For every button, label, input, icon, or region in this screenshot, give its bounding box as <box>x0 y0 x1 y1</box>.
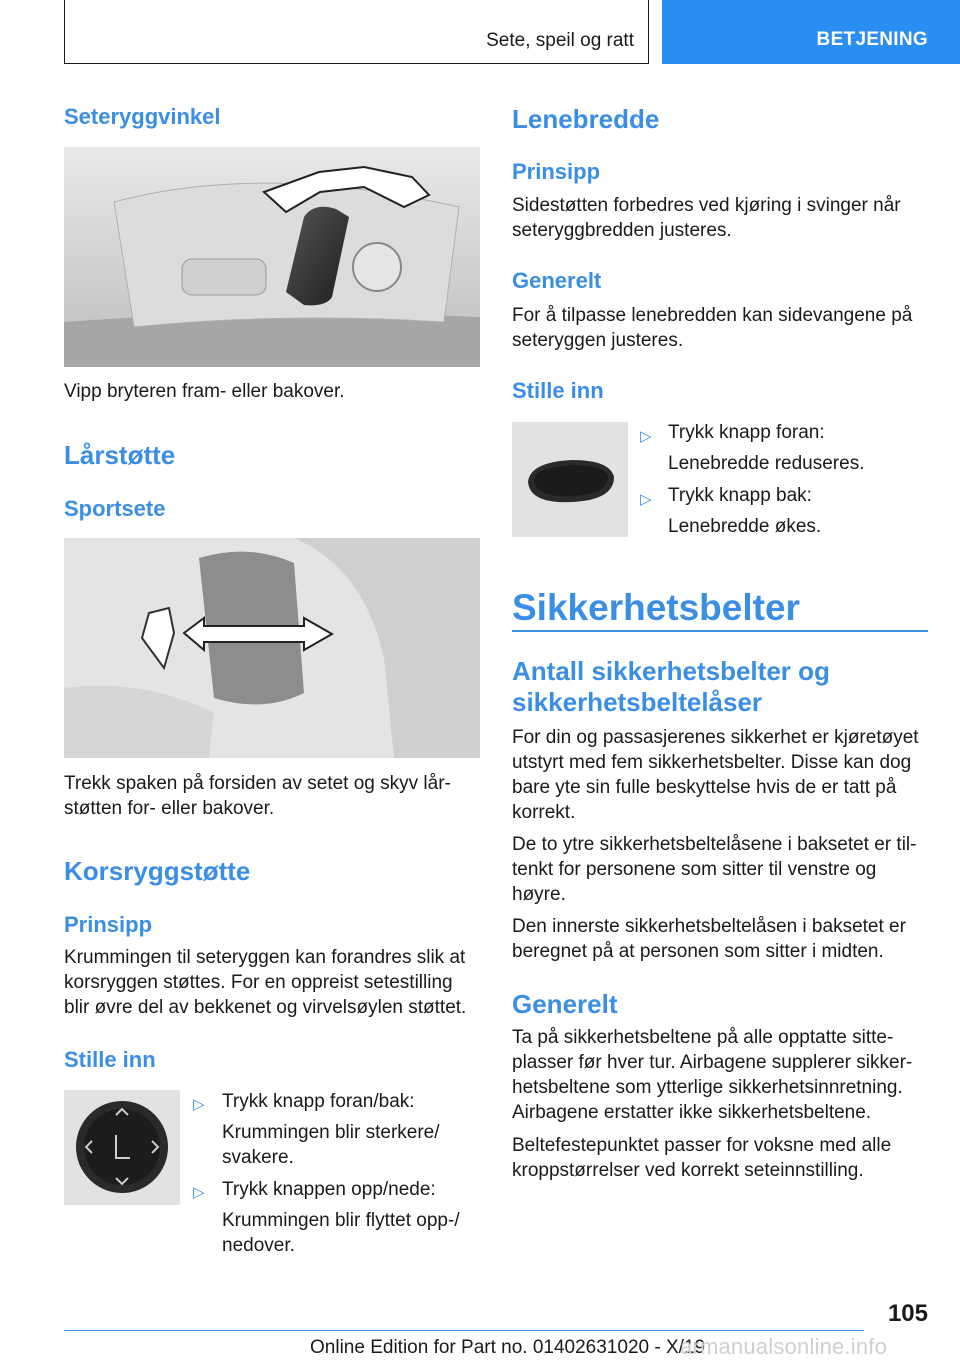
heading-generelt-sb: Generelt <box>512 989 618 1019</box>
text-sb-g1-4: Airbagene erstatter ikke sikkerhetsbeltene. <box>512 1102 872 1123</box>
text-sb-g2-1: Beltefestepunktet passer for voksne med alle <box>512 1135 892 1156</box>
page-number: 105 <box>887 1300 928 1327</box>
bullet-foran-text: Lenebredde reduseres. <box>668 453 865 474</box>
bullet-bak-text: Lenebredde økes. <box>668 516 822 537</box>
subheading-sportsete: Sportsete <box>64 496 166 521</box>
header-tab <box>662 0 960 64</box>
text-prinsipp-right-1: Sidestøtten forbedres ved kjøring i svinger når <box>512 195 901 216</box>
text-sb-p1-4: korrekt. <box>512 802 576 823</box>
seat-backrest-switch-image <box>64 147 480 367</box>
footer-watermark: armanualsonline.info <box>680 1334 888 1359</box>
text-sb-g1-1: Ta på sikkerhetsbeltene på alle opptatte sitte- <box>512 1027 894 1048</box>
text-sb-g1-3: hetsbeltene som ytterlige sikkerhetsinnretning. <box>512 1077 903 1098</box>
bullet-2-title: Trykk knappen opp/nede: <box>222 1179 436 1200</box>
subheading-prinsipp-right: Prinsipp <box>512 159 601 184</box>
text-sb-p2-3: høyre. <box>512 884 566 905</box>
text-sb-g2-2: kroppstørrelser ved korrekt seteinnstilling. <box>512 1160 864 1181</box>
heading-antall-2: sikkerhetsbeltelåser <box>512 687 763 717</box>
text-generelt-right-2: seteryggen justeres. <box>512 330 684 351</box>
text-korsrygg-2: korsryggen støttes. For en oppreist setestilling <box>64 972 453 993</box>
subheading-generelt-right: Generelt <box>512 268 602 293</box>
heading-sikkerhetsbelter: Sikkerhetsbelter <box>512 587 800 628</box>
bullet-foran-title: Trykk knapp foran: <box>668 422 825 443</box>
subheading-stille-inn-left: Stille inn <box>64 1047 156 1072</box>
heading-seteryggvinkel: Seteryggvinkel <box>64 104 221 129</box>
heading-korsryggstotte: Korsryggstøtte <box>64 856 251 886</box>
lumbar-button-image <box>64 1090 180 1205</box>
bullet-1-title: Trykk knapp foran/bak: <box>222 1091 415 1112</box>
text-korsrygg-1: Krummingen til seteryggen kan forandres slik at <box>64 947 466 968</box>
bullet-1-line2: svakere. <box>222 1147 294 1168</box>
text-sb-p3-2: beregnet på at personen som sitter i midten. <box>512 941 884 962</box>
bullet-2-line2: nedover. <box>222 1235 295 1256</box>
heading-rule <box>512 630 928 632</box>
text-generelt-right-1: For å tilpasse lenebredden kan sidevangene på <box>512 305 913 326</box>
bullet-triangle-icon: ▷ <box>640 491 652 508</box>
text-prinsipp-right-2: seteryggbredden justeres. <box>512 220 732 241</box>
bullet-triangle-icon: ▷ <box>193 1184 205 1201</box>
heading-antall-1: Antall sikkerhetsbelter og <box>512 656 830 686</box>
bullet-1-line1: Krummingen blir sterkere/ <box>222 1122 440 1143</box>
caption-seteryggvinkel: Vipp bryteren fram- eller bakover. <box>64 381 345 402</box>
text-sb-p3-1: Den innerste sikkerhetsbeltelåsen i baksetet er <box>512 916 906 937</box>
heading-larstotte: Lårstøtte <box>64 440 176 470</box>
text-sb-p1-3: bare yte sin fulle beskyttelse hvis de er tatt på <box>512 777 897 798</box>
footer-rule <box>64 1330 864 1331</box>
caption-larstotte-2: støtten for- eller bakover. <box>64 798 275 819</box>
text-sb-p1-1: For din og passasjerenes sikkerhet er kjøretøyet <box>512 727 919 748</box>
bullet-2-line1: Krummingen blir flyttet opp-/ <box>222 1210 460 1231</box>
bullet-triangle-icon: ▷ <box>193 1096 205 1113</box>
heading-lenebredde: Lenebredde <box>512 104 660 134</box>
thigh-support-image <box>64 538 480 758</box>
bullet-bak-title: Trykk knapp bak: <box>668 485 812 506</box>
text-sb-p2-2: tenkt for personene som sitter til venstre og <box>512 859 877 880</box>
footer-edition: Online Edition for Part no. 01402631020 - X/19 <box>310 1337 706 1358</box>
text-korsrygg-3: blir øvre del av bekkenet og virvelsøylen støttet. <box>64 997 467 1018</box>
text-sb-p1-2: utstyrt med fem sikkerhetsbelter. Disse kan dog <box>512 752 912 773</box>
header-tab-label: BETJENING <box>816 29 928 50</box>
text-sb-g1-2: plasser før hver tur. Airbagene supplerer sikker- <box>512 1052 913 1073</box>
width-button-image <box>512 422 628 537</box>
bullet-triangle-icon: ▷ <box>640 428 652 445</box>
subheading-prinsipp-left: Prinsipp <box>64 912 153 937</box>
text-sb-p2-1: De to ytre sikkerhetsbeltelåsene i baksetet er til- <box>512 834 917 855</box>
caption-larstotte-1: Trekk spaken på forsiden av setet og skyv lår- <box>64 773 451 794</box>
header-section-title: Sete, speil og ratt <box>486 30 634 51</box>
subheading-stille-inn-right: Stille inn <box>512 378 604 403</box>
